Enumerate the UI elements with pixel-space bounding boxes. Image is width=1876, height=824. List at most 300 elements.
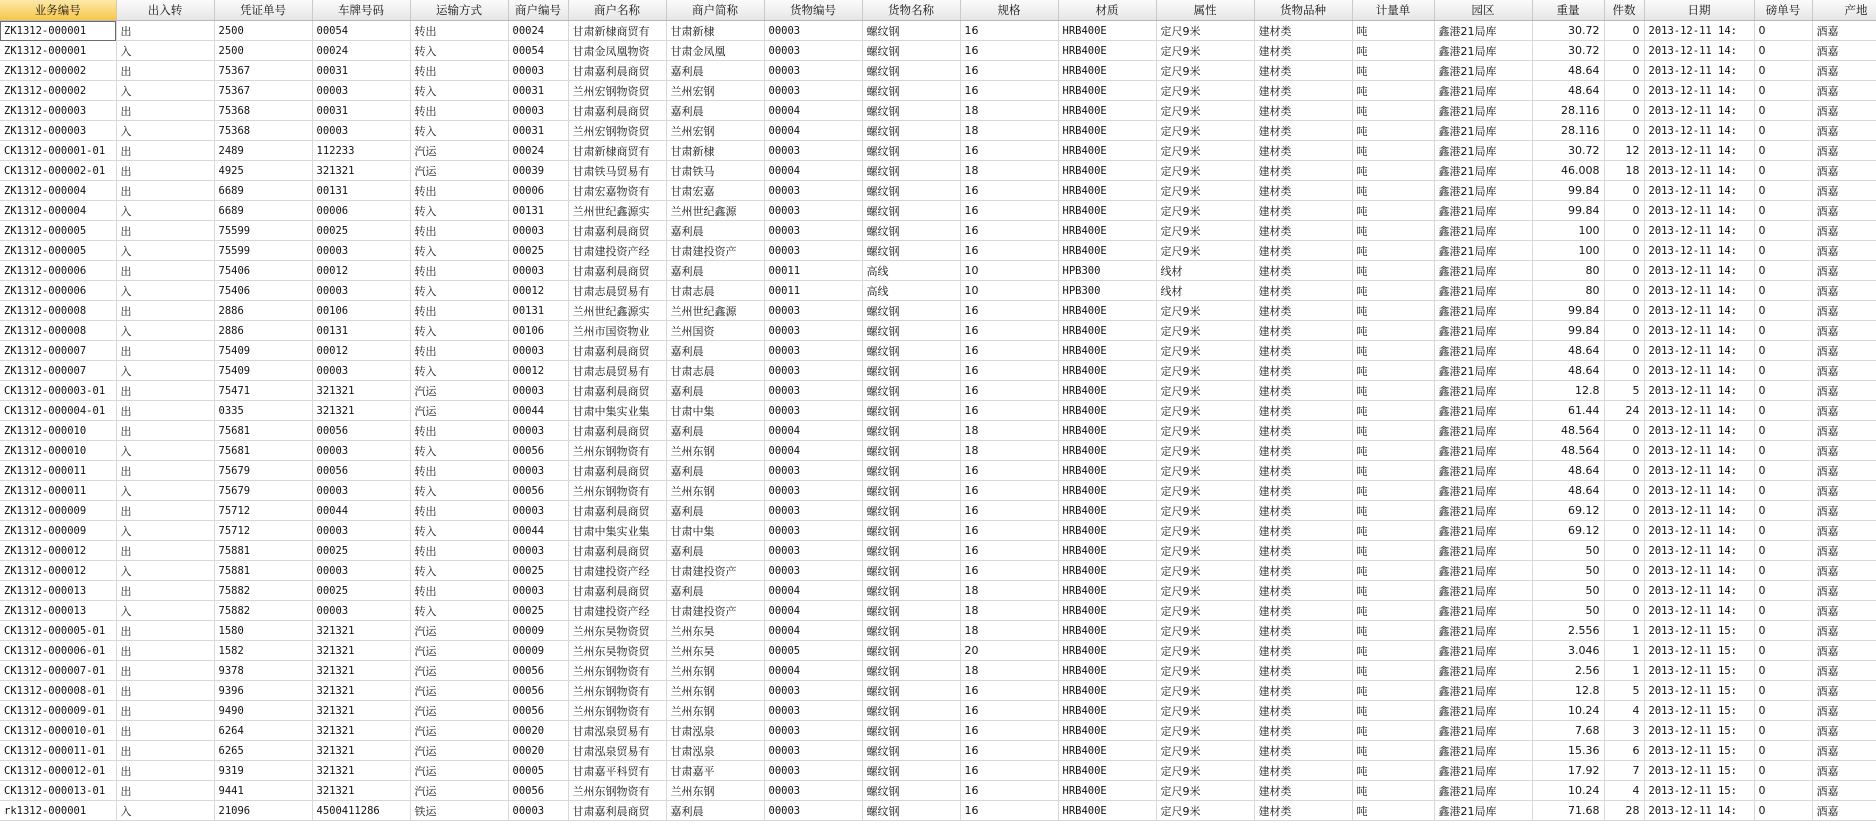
cell-goods-name[interactable]: 螺纹钢 — [862, 401, 960, 421]
cell-weight[interactable]: 80 — [1532, 281, 1604, 301]
cell-zone[interactable]: 鑫港21局库 — [1434, 521, 1532, 541]
cell-date[interactable]: 2013-12-11 14: — [1644, 561, 1754, 581]
cell-material[interactable]: HRB400E — [1058, 701, 1156, 721]
cell-biz-no[interactable]: ZK1312-000002 — [0, 61, 116, 81]
cell-category[interactable]: 建材类 — [1254, 681, 1352, 701]
cell-weigh-ticket[interactable]: 0 — [1754, 341, 1812, 361]
cell-weight[interactable]: 48.64 — [1532, 481, 1604, 501]
cell-voucher-no[interactable]: 75881 — [214, 541, 312, 561]
cell-goods-name[interactable]: 螺纹钢 — [862, 761, 960, 781]
cell-origin[interactable]: 酒嘉 — [1812, 381, 1876, 401]
cell-pieces[interactable]: 0 — [1604, 481, 1644, 501]
cell-voucher-no[interactable]: 75712 — [214, 521, 312, 541]
cell-voucher-no[interactable]: 9378 — [214, 661, 312, 681]
cell-pieces[interactable]: 0 — [1604, 501, 1644, 521]
cell-merchant-no[interactable]: 00020 — [508, 741, 568, 761]
cell-zone[interactable]: 鑫港21局库 — [1434, 181, 1532, 201]
cell-goods-no[interactable]: 00004 — [764, 621, 862, 641]
cell-weigh-ticket[interactable]: 0 — [1754, 181, 1812, 201]
cell-merchant-name[interactable]: 兰州东钢物资有 — [568, 441, 666, 461]
cell-plate-no[interactable]: 00003 — [312, 561, 410, 581]
cell-weight[interactable]: 69.12 — [1532, 521, 1604, 541]
cell-date[interactable]: 2013-12-11 14: — [1644, 421, 1754, 441]
table-row[interactable] — [0, 361, 1876, 381]
cell-weight[interactable]: 30.72 — [1532, 141, 1604, 161]
cell-unit[interactable]: 吨 — [1352, 181, 1434, 201]
cell-plate-no[interactable]: 321321 — [312, 621, 410, 641]
cell-merchant-no[interactable]: 00056 — [508, 701, 568, 721]
cell-biz-no[interactable]: CK1312-000003-01 — [0, 381, 116, 401]
cell-merchant-short[interactable]: 兰州东钢 — [666, 681, 764, 701]
cell-plate-no[interactable]: 00003 — [312, 441, 410, 461]
cell-zone[interactable]: 鑫港21局库 — [1434, 61, 1532, 81]
cell-zone[interactable]: 鑫港21局库 — [1434, 641, 1532, 661]
cell-transport[interactable]: 转入 — [410, 201, 508, 221]
table-row[interactable] — [0, 201, 1876, 221]
cell-attribute[interactable]: 定尺9米 — [1156, 221, 1254, 241]
cell-date[interactable]: 2013-12-11 14: — [1644, 141, 1754, 161]
cell-weigh-ticket[interactable]: 0 — [1754, 521, 1812, 541]
cell-goods-name[interactable]: 高线 — [862, 261, 960, 281]
cell-unit[interactable]: 吨 — [1352, 401, 1434, 421]
cell-io-type[interactable]: 入 — [116, 241, 214, 261]
cell-voucher-no[interactable]: 75882 — [214, 581, 312, 601]
cell-weight[interactable]: 2.556 — [1532, 621, 1604, 641]
cell-voucher-no[interactable]: 75409 — [214, 341, 312, 361]
cell-date[interactable]: 2013-12-11 14: — [1644, 501, 1754, 521]
cell-goods-name[interactable]: 高线 — [862, 281, 960, 301]
cell-io-type[interactable]: 入 — [116, 601, 214, 621]
cell-merchant-short[interactable]: 甘肃泓泉 — [666, 721, 764, 741]
table-row[interactable] — [0, 481, 1876, 501]
cell-transport[interactable]: 汽运 — [410, 621, 508, 641]
cell-transport[interactable]: 转入 — [410, 441, 508, 461]
cell-pieces[interactable]: 7 — [1604, 761, 1644, 781]
cell-weight[interactable]: 100 — [1532, 221, 1604, 241]
cell-spec[interactable]: 18 — [960, 441, 1058, 461]
cell-goods-name[interactable]: 螺纹钢 — [862, 361, 960, 381]
cell-weight[interactable]: 69.12 — [1532, 501, 1604, 521]
cell-transport[interactable]: 转入 — [410, 41, 508, 61]
cell-merchant-name[interactable]: 兰州东昊物资贸 — [568, 621, 666, 641]
cell-voucher-no[interactable]: 75882 — [214, 601, 312, 621]
table-row[interactable] — [0, 281, 1876, 301]
cell-zone[interactable]: 鑫港21局库 — [1434, 581, 1532, 601]
cell-biz-no[interactable]: ZK1312-000003 — [0, 101, 116, 121]
cell-weigh-ticket[interactable]: 0 — [1754, 281, 1812, 301]
cell-unit[interactable]: 吨 — [1352, 201, 1434, 221]
cell-plate-no[interactable]: 321321 — [312, 721, 410, 741]
cell-merchant-short[interactable]: 兰州东钢 — [666, 701, 764, 721]
cell-merchant-short[interactable]: 甘肃嘉平 — [666, 761, 764, 781]
cell-merchant-no[interactable]: 00044 — [508, 401, 568, 421]
cell-merchant-no[interactable]: 00003 — [508, 501, 568, 521]
cell-pieces[interactable]: 0 — [1604, 361, 1644, 381]
cell-origin[interactable]: 酒嘉 — [1812, 121, 1876, 141]
table-row[interactable] — [0, 321, 1876, 341]
cell-merchant-no[interactable]: 00003 — [508, 581, 568, 601]
cell-category[interactable]: 建材类 — [1254, 661, 1352, 681]
cell-origin[interactable]: 酒嘉 — [1812, 721, 1876, 741]
cell-pieces[interactable]: 0 — [1604, 581, 1644, 601]
cell-date[interactable]: 2013-12-11 14: — [1644, 801, 1754, 821]
cell-origin[interactable]: 酒嘉 — [1812, 261, 1876, 281]
cell-spec[interactable]: 16 — [960, 341, 1058, 361]
cell-goods-no[interactable]: 00003 — [764, 501, 862, 521]
cell-goods-name[interactable]: 螺纹钢 — [862, 781, 960, 801]
cell-biz-no[interactable]: CK1312-000004-01 — [0, 401, 116, 421]
cell-category[interactable]: 建材类 — [1254, 441, 1352, 461]
cell-category[interactable]: 建材类 — [1254, 321, 1352, 341]
cell-unit[interactable]: 吨 — [1352, 721, 1434, 741]
cell-date[interactable]: 2013-12-11 14: — [1644, 201, 1754, 221]
cell-unit[interactable]: 吨 — [1352, 221, 1434, 241]
cell-zone[interactable]: 鑫港21局库 — [1434, 361, 1532, 381]
cell-merchant-short[interactable]: 兰州东钢 — [666, 441, 764, 461]
cell-voucher-no[interactable]: 75409 — [214, 361, 312, 381]
cell-weight[interactable]: 99.84 — [1532, 301, 1604, 321]
cell-plate-no[interactable]: 00003 — [312, 481, 410, 501]
cell-merchant-no[interactable]: 00056 — [508, 481, 568, 501]
cell-merchant-name[interactable]: 甘肃嘉利晨商贸 — [568, 541, 666, 561]
cell-transport[interactable]: 汽运 — [410, 401, 508, 421]
cell-transport[interactable]: 转出 — [410, 181, 508, 201]
cell-merchant-name[interactable]: 兰州东钢物资有 — [568, 701, 666, 721]
cell-attribute[interactable]: 定尺9米 — [1156, 781, 1254, 801]
cell-category[interactable]: 建材类 — [1254, 421, 1352, 441]
cell-biz-no[interactable]: ZK1312-000004 — [0, 201, 116, 221]
cell-io-type[interactable]: 出 — [116, 541, 214, 561]
cell-transport[interactable]: 转入 — [410, 81, 508, 101]
cell-biz-no[interactable]: CK1312-000002-01 — [0, 161, 116, 181]
cell-plate-no[interactable]: 00006 — [312, 201, 410, 221]
cell-material[interactable]: HRB400E — [1058, 241, 1156, 261]
cell-io-type[interactable]: 入 — [116, 81, 214, 101]
cell-voucher-no[interactable]: 9396 — [214, 681, 312, 701]
cell-origin[interactable]: 酒嘉 — [1812, 701, 1876, 721]
cell-weight[interactable]: 48.564 — [1532, 421, 1604, 441]
cell-plate-no[interactable]: 00056 — [312, 421, 410, 441]
cell-attribute[interactable]: 定尺9米 — [1156, 341, 1254, 361]
cell-weight[interactable]: 17.92 — [1532, 761, 1604, 781]
cell-spec[interactable]: 16 — [960, 181, 1058, 201]
cell-goods-no[interactable]: 00004 — [764, 121, 862, 141]
cell-weight[interactable]: 30.72 — [1532, 41, 1604, 61]
cell-spec[interactable]: 16 — [960, 461, 1058, 481]
cell-goods-no[interactable]: 00003 — [764, 541, 862, 561]
column-header-voucher-no[interactable]: 凭证单号 — [214, 0, 312, 21]
cell-biz-no[interactable]: CK1312-000006-01 — [0, 641, 116, 661]
cell-unit[interactable]: 吨 — [1352, 361, 1434, 381]
cell-weight[interactable]: 10.24 — [1532, 701, 1604, 721]
cell-pieces[interactable]: 1 — [1604, 621, 1644, 641]
cell-transport[interactable]: 转出 — [410, 221, 508, 241]
cell-merchant-no[interactable]: 00056 — [508, 441, 568, 461]
cell-material[interactable]: HRB400E — [1058, 101, 1156, 121]
cell-plate-no[interactable]: 00003 — [312, 241, 410, 261]
cell-plate-no[interactable]: 321321 — [312, 701, 410, 721]
cell-unit[interactable]: 吨 — [1352, 241, 1434, 261]
cell-date[interactable]: 2013-12-11 14: — [1644, 481, 1754, 501]
cell-merchant-no[interactable]: 00131 — [508, 201, 568, 221]
cell-merchant-name[interactable]: 甘肃宏嘉物资有 — [568, 181, 666, 201]
table-row[interactable] — [0, 161, 1876, 181]
cell-origin[interactable]: 酒嘉 — [1812, 421, 1876, 441]
cell-merchant-short[interactable]: 兰州东钢 — [666, 661, 764, 681]
cell-merchant-short[interactable]: 甘肃泓泉 — [666, 741, 764, 761]
table-row[interactable] — [0, 581, 1876, 601]
cell-transport[interactable]: 汽运 — [410, 721, 508, 741]
cell-unit[interactable]: 吨 — [1352, 561, 1434, 581]
cell-biz-no[interactable]: ZK1312-000009 — [0, 521, 116, 541]
cell-attribute[interactable]: 定尺9米 — [1156, 521, 1254, 541]
cell-plate-no[interactable]: 321321 — [312, 401, 410, 421]
cell-voucher-no[interactable]: 75367 — [214, 61, 312, 81]
cell-transport[interactable]: 汽运 — [410, 381, 508, 401]
cell-origin[interactable]: 酒嘉 — [1812, 681, 1876, 701]
cell-weigh-ticket[interactable]: 0 — [1754, 721, 1812, 741]
cell-io-type[interactable]: 出 — [116, 181, 214, 201]
cell-weigh-ticket[interactable]: 0 — [1754, 121, 1812, 141]
column-header-merchant-short[interactable]: 商户简称 — [666, 0, 764, 21]
cell-weight[interactable]: 46.008 — [1532, 161, 1604, 181]
cell-io-type[interactable]: 出 — [116, 381, 214, 401]
cell-origin[interactable]: 酒嘉 — [1812, 41, 1876, 61]
cell-category[interactable]: 建材类 — [1254, 461, 1352, 481]
cell-voucher-no[interactable]: 9319 — [214, 761, 312, 781]
cell-attribute[interactable]: 定尺9米 — [1156, 481, 1254, 501]
cell-weight[interactable]: 50 — [1532, 561, 1604, 581]
cell-spec[interactable]: 10 — [960, 281, 1058, 301]
cell-spec[interactable]: 18 — [960, 121, 1058, 141]
cell-voucher-no[interactable]: 6689 — [214, 181, 312, 201]
table-row[interactable] — [0, 141, 1876, 161]
cell-pieces[interactable]: 0 — [1604, 521, 1644, 541]
cell-zone[interactable]: 鑫港21局库 — [1434, 41, 1532, 61]
cell-goods-no[interactable]: 00003 — [764, 301, 862, 321]
cell-io-type[interactable]: 出 — [116, 621, 214, 641]
cell-attribute[interactable]: 定尺9米 — [1156, 581, 1254, 601]
cell-merchant-no[interactable]: 00025 — [508, 241, 568, 261]
table-row[interactable] — [0, 661, 1876, 681]
table-row[interactable] — [0, 601, 1876, 621]
cell-voucher-no[interactable]: 2500 — [214, 21, 312, 41]
cell-transport[interactable]: 转出 — [410, 581, 508, 601]
cell-weight[interactable]: 50 — [1532, 581, 1604, 601]
cell-voucher-no[interactable]: 75368 — [214, 101, 312, 121]
cell-biz-no[interactable]: CK1312-000008-01 — [0, 681, 116, 701]
cell-pieces[interactable]: 24 — [1604, 401, 1644, 421]
cell-material[interactable]: HRB400E — [1058, 321, 1156, 341]
cell-merchant-short[interactable]: 嘉利晨 — [666, 261, 764, 281]
cell-goods-name[interactable]: 螺纹钢 — [862, 501, 960, 521]
cell-unit[interactable]: 吨 — [1352, 741, 1434, 761]
cell-plate-no[interactable]: 00031 — [312, 61, 410, 81]
cell-goods-no[interactable]: 00004 — [764, 601, 862, 621]
cell-unit[interactable]: 吨 — [1352, 281, 1434, 301]
cell-io-type[interactable]: 出 — [116, 701, 214, 721]
cell-attribute[interactable]: 线材 — [1156, 281, 1254, 301]
cell-goods-no[interactable]: 00003 — [764, 241, 862, 261]
cell-biz-no[interactable]: rk1312-000001 — [0, 801, 116, 821]
cell-plate-no[interactable]: 00003 — [312, 281, 410, 301]
cell-origin[interactable]: 酒嘉 — [1812, 761, 1876, 781]
cell-io-type[interactable]: 入 — [116, 321, 214, 341]
cell-unit[interactable]: 吨 — [1352, 781, 1434, 801]
cell-voucher-no[interactable]: 6264 — [214, 721, 312, 741]
cell-attribute[interactable]: 线材 — [1156, 261, 1254, 281]
cell-voucher-no[interactable]: 4925 — [214, 161, 312, 181]
cell-attribute[interactable]: 定尺9米 — [1156, 141, 1254, 161]
cell-spec[interactable]: 16 — [960, 501, 1058, 521]
cell-material[interactable]: HRB400E — [1058, 721, 1156, 741]
cell-category[interactable]: 建材类 — [1254, 521, 1352, 541]
cell-date[interactable]: 2013-12-11 14: — [1644, 261, 1754, 281]
cell-category[interactable]: 建材类 — [1254, 701, 1352, 721]
column-header-attribute[interactable]: 属性 — [1156, 0, 1254, 21]
cell-attribute[interactable]: 定尺9米 — [1156, 161, 1254, 181]
cell-zone[interactable]: 鑫港21局库 — [1434, 561, 1532, 581]
cell-plate-no[interactable]: 00025 — [312, 221, 410, 241]
cell-zone[interactable]: 鑫港21局库 — [1434, 401, 1532, 421]
cell-goods-no[interactable]: 00003 — [764, 801, 862, 821]
cell-voucher-no[interactable]: 21096 — [214, 801, 312, 821]
cell-biz-no[interactable]: ZK1312-000010 — [0, 441, 116, 461]
cell-merchant-name[interactable]: 甘肃泓泉贸易有 — [568, 721, 666, 741]
cell-attribute[interactable]: 定尺9米 — [1156, 421, 1254, 441]
cell-goods-no[interactable]: 00003 — [764, 481, 862, 501]
cell-origin[interactable]: 酒嘉 — [1812, 781, 1876, 801]
cell-voucher-no[interactable]: 1582 — [214, 641, 312, 661]
column-header-goods-no[interactable]: 货物编号 — [764, 0, 862, 21]
cell-pieces[interactable]: 18 — [1604, 161, 1644, 181]
cell-zone[interactable]: 鑫港21局库 — [1434, 161, 1532, 181]
cell-date[interactable]: 2013-12-11 14: — [1644, 121, 1754, 141]
cell-io-type[interactable]: 出 — [116, 21, 214, 41]
cell-weight[interactable]: 28.116 — [1532, 101, 1604, 121]
cell-pieces[interactable]: 4 — [1604, 701, 1644, 721]
cell-voucher-no[interactable]: 1580 — [214, 621, 312, 641]
table-row[interactable] — [0, 21, 1876, 41]
cell-merchant-no[interactable]: 00054 — [508, 41, 568, 61]
cell-voucher-no[interactable]: 75881 — [214, 561, 312, 581]
cell-weight[interactable]: 12.8 — [1532, 381, 1604, 401]
cell-weight[interactable]: 10.24 — [1532, 781, 1604, 801]
cell-weight[interactable]: 2.56 — [1532, 661, 1604, 681]
cell-goods-no[interactable]: 00003 — [764, 201, 862, 221]
cell-goods-name[interactable]: 螺纹钢 — [862, 801, 960, 821]
cell-origin[interactable]: 酒嘉 — [1812, 281, 1876, 301]
cell-origin[interactable]: 酒嘉 — [1812, 641, 1876, 661]
cell-attribute[interactable]: 定尺9米 — [1156, 661, 1254, 681]
cell-merchant-short[interactable]: 甘肃金凤凰 — [666, 41, 764, 61]
cell-origin[interactable]: 酒嘉 — [1812, 321, 1876, 341]
cell-spec[interactable]: 16 — [960, 41, 1058, 61]
cell-goods-name[interactable]: 螺纹钢 — [862, 441, 960, 461]
cell-transport[interactable]: 汽运 — [410, 781, 508, 801]
cell-weigh-ticket[interactable]: 0 — [1754, 561, 1812, 581]
cell-plate-no[interactable]: 321321 — [312, 781, 410, 801]
cell-goods-no[interactable]: 00003 — [764, 381, 862, 401]
cell-pieces[interactable]: 4 — [1604, 781, 1644, 801]
cell-transport[interactable]: 汽运 — [410, 661, 508, 681]
cell-merchant-no[interactable]: 00003 — [508, 381, 568, 401]
cell-unit[interactable]: 吨 — [1352, 381, 1434, 401]
table-row[interactable] — [0, 681, 1876, 701]
cell-material[interactable]: HRB400E — [1058, 661, 1156, 681]
cell-pieces[interactable]: 3 — [1604, 721, 1644, 741]
cell-weigh-ticket[interactable]: 0 — [1754, 141, 1812, 161]
cell-pieces[interactable]: 0 — [1604, 181, 1644, 201]
cell-goods-name[interactable]: 螺纹钢 — [862, 21, 960, 41]
cell-io-type[interactable]: 出 — [116, 401, 214, 421]
cell-pieces[interactable]: 0 — [1604, 421, 1644, 441]
cell-category[interactable]: 建材类 — [1254, 81, 1352, 101]
cell-plate-no[interactable]: 00012 — [312, 341, 410, 361]
cell-goods-name[interactable]: 螺纹钢 — [862, 181, 960, 201]
cell-io-type[interactable]: 出 — [116, 301, 214, 321]
cell-transport[interactable]: 转入 — [410, 121, 508, 141]
cell-weight[interactable]: 15.36 — [1532, 741, 1604, 761]
cell-transport[interactable]: 转出 — [410, 261, 508, 281]
cell-goods-name[interactable]: 螺纹钢 — [862, 101, 960, 121]
cell-voucher-no[interactable]: 75406 — [214, 261, 312, 281]
cell-transport[interactable]: 转出 — [410, 341, 508, 361]
cell-io-type[interactable]: 出 — [116, 781, 214, 801]
cell-material[interactable]: HRB400E — [1058, 141, 1156, 161]
cell-zone[interactable]: 鑫港21局库 — [1434, 481, 1532, 501]
cell-goods-no[interactable]: 00003 — [764, 761, 862, 781]
cell-merchant-name[interactable]: 甘肃铁马贸易有 — [568, 161, 666, 181]
cell-merchant-short[interactable]: 嘉利晨 — [666, 421, 764, 441]
cell-merchant-name[interactable]: 甘肃志晨贸易有 — [568, 361, 666, 381]
cell-spec[interactable]: 16 — [960, 681, 1058, 701]
cell-plate-no[interactable]: 00003 — [312, 121, 410, 141]
cell-category[interactable]: 建材类 — [1254, 21, 1352, 41]
cell-merchant-name[interactable]: 甘肃中集实业集 — [568, 401, 666, 421]
cell-category[interactable]: 建材类 — [1254, 201, 1352, 221]
cell-goods-no[interactable]: 00004 — [764, 421, 862, 441]
cell-io-type[interactable]: 入 — [116, 481, 214, 501]
cell-io-type[interactable]: 入 — [116, 121, 214, 141]
cell-io-type[interactable]: 出 — [116, 161, 214, 181]
cell-weigh-ticket[interactable]: 0 — [1754, 681, 1812, 701]
cell-plate-no[interactable]: 00031 — [312, 101, 410, 121]
cell-weigh-ticket[interactable]: 0 — [1754, 61, 1812, 81]
cell-weight[interactable]: 48.64 — [1532, 361, 1604, 381]
cell-goods-name[interactable]: 螺纹钢 — [862, 621, 960, 641]
cell-biz-no[interactable]: CK1312-000007-01 — [0, 661, 116, 681]
cell-goods-name[interactable]: 螺纹钢 — [862, 81, 960, 101]
cell-zone[interactable]: 鑫港21局库 — [1434, 601, 1532, 621]
cell-transport[interactable]: 转出 — [410, 61, 508, 81]
cell-goods-no[interactable]: 00003 — [764, 741, 862, 761]
cell-unit[interactable]: 吨 — [1352, 161, 1434, 181]
cell-spec[interactable]: 16 — [960, 561, 1058, 581]
cell-weigh-ticket[interactable]: 0 — [1754, 581, 1812, 601]
cell-goods-name[interactable]: 螺纹钢 — [862, 61, 960, 81]
cell-material[interactable]: HRB400E — [1058, 401, 1156, 421]
cell-io-type[interactable]: 出 — [116, 461, 214, 481]
cell-io-type[interactable]: 出 — [116, 141, 214, 161]
cell-transport[interactable]: 转出 — [410, 21, 508, 41]
cell-weigh-ticket[interactable]: 0 — [1754, 701, 1812, 721]
cell-spec[interactable]: 16 — [960, 741, 1058, 761]
cell-origin[interactable]: 酒嘉 — [1812, 161, 1876, 181]
cell-attribute[interactable]: 定尺9米 — [1156, 321, 1254, 341]
cell-origin[interactable]: 酒嘉 — [1812, 341, 1876, 361]
cell-weigh-ticket[interactable]: 0 — [1754, 361, 1812, 381]
